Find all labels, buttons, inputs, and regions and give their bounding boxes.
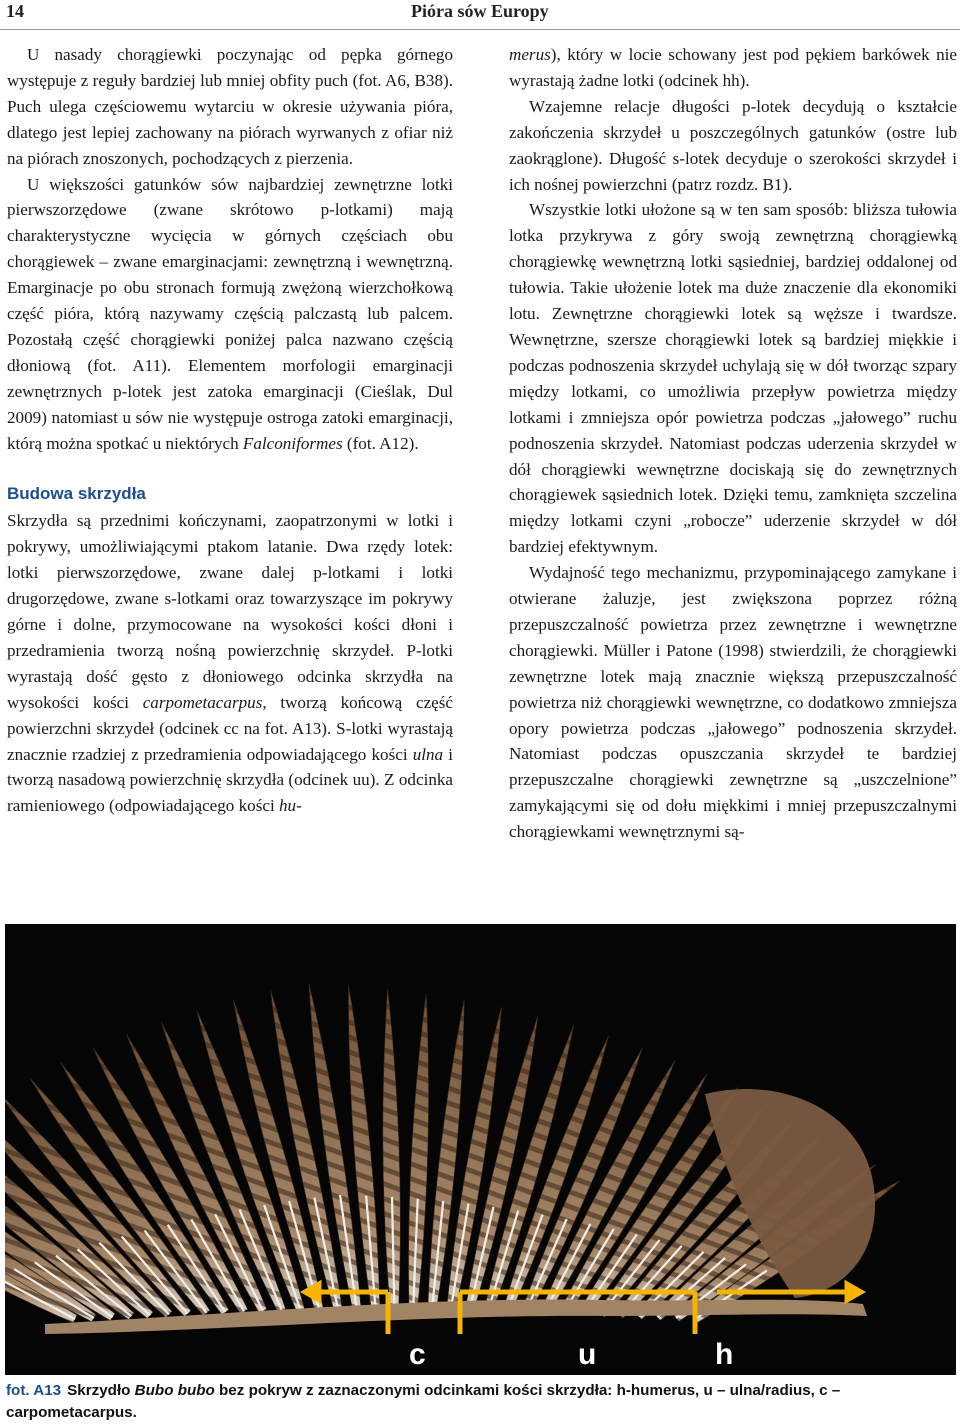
running-title: Pióra sów Europy [411,1,549,21]
wing-bone [45,1299,867,1334]
page-header [0,0,960,34]
paragraph: Wydajność tego mechanizmu, przypominającego zamykane i otwierane żaluzje, jest zwiększona poprzez różną przepuszczalność powietrza przez zewnętrzne i wewnętrzne chorągiewki. Müller i Patone (1998) stwierdzili, że chorągiewki zewnętrzne lotek mają znacznie większą przepuszczalność powietrza niż chorągiewki wewnętrzne, co dodatkowo zmniejsza opory powietrza podczas „jałowego” podnoszenia skrzydeł. Natomiast podczas opuszczania skrzydeł te bardziej przepuszczalne chorągiewki zewnętrzne są „uszczelnione” zamykającymi się od dołu miękkimi i mniej przepuszczalnymi chorągiewkami wewnętrznymi są- [509,563,957,842]
figure-caption: fot. A13 Skrzydło Bubo bubo bez pokryw z zaznaczonymi odcinkami kości skrzydła: h-humerus, u – ulna/radius, c – carpometacarpus. [6,1382,841,1421]
paragraph: Skrzydła są przednimi kończynami, zaopatrzonymi w lotki i pokrywy, umożliwiającymi ptakom latanie. Dwa rzędy lotek: lotki pierwszorzędowe, zwane dalej p-lotkami i lotki drugorzędowe, zwane s-lotkami oraz towarzyszące im pokrywy górne i dolne, przymocowane na wysokości kości dłoni i przedramienia tworzą nośną powierzchnię skrzydeł. P-lotki wyrastają dość gęsto z dłoniowego odcinka skrzydła na wysokości kości carpometacarpus, tworzą końcową część powierzchni skrzydeł (odcinek cc na fot. A13). S-lotki wyrastają znacznie rzadziej z przedramienia odpowiadającego kości ulna i tworzą nasadową powierzchnię skrzydła (odcinek uu). Z odcinka ramieniowego (odpowiadającego kości hu- [7,511,453,816]
wing-photo [5,924,956,1375]
paragraph: Wzajemne relacje długości p-lotek decydują o kształcie zakończenia skrzydeł u poszczególnych gatunków (ostre lub zaokrąglone). Długość s-lotek decyduje o szerokości skrzydeł i ich nośnej powierzchni (patrz rozdz. B1). [509,96,957,194]
paragraph: merus), który w locie schowany jest pod pękiem barkówek nie wyrastają żadne lotki (odcinek hh). [509,45,957,90]
paragraph: U większości gatunków sów najbardziej zewnętrzne lotki pierwszorzędowe (zwane skrótowo p-lotkami) mają charakterystyczne wycięcia w górnych częściach obu chorągiewek – zwane emarginacjami: zewnętrzną i wewnętrzną. Emarginacje po obu stronach formują zwężoną wierzchołkową część pióra, którą nazywamy częścią palczastą lub palcem. Pozostałą część chorągiewki poniżej palca nazwano częścią dłoniową (fot. A11). Elementem morfologii emarginacji zewnętrznych p-lotek jest zatoka emarginacji (Cieślak, Dul 2009) natomiast u sów nie występuje ostroga zatoki emarginacji, którą można spotkać u niektórych Falconiformes (fot. A12). [7,174,453,453]
section-heading: Budowa skrzydła [7,483,146,503]
header-rule [0,29,960,30]
paragraph: U nasady chorągiewki poczynając od pępka górnego występuje z reguły bardziej lub mniej obfity puch (fot. A6, B38). Puch ulega częściowemu wytarciu w okresie używania pióra, dlatego jest lepiej zachowany na piórach wyrwanych z ofiar niż na piórach znoszonych, pochodzących z pierzenia. [7,45,453,168]
caption-label: fot. A13 [6,1382,62,1399]
wing-illustration [5,924,956,1375]
right-column [509,42,957,845]
feather-bars [383,989,400,1309]
label-h: h [715,1338,734,1371]
left-column [7,42,453,819]
paragraph: Wszystkie lotki ułożone są w ten sam sposób: bliższa tułowia lotka przykrywa z góry swoją zewnętrzną chorągiewką chorągiewkę wewnętrzną lotki sąsiedniej, bardziej oddalonej od tułowia. Takie ułożenie lotek ma duże znaczenie dla ekonomiki lotu. Zewnętrzne chorągiewki lotek są węższe i twardsze. Wewnętrzne, szersze chorągiewki lotek są bardziej miękkie i podczas podnoszenia skrzydeł uchylają się w dół tworząc szpary między lotkami, co umożliwia przepływ powietrza między lotkami i zmniejsza opór powietrza podczas „jałowego” ruchu podnoszenia skrzydeł. Natomiast podczas uderzenia skrzydeł w dół chorągiewki wewnętrzne dociskają się do zewnętrznych chorągiewek sąsiednich lotek. Dzięki temu, zamknięta szczelina między lotkami czyni „robocze” uderzenie skrzydeł w dół bardziej efektywnym. [509,200,957,557]
label-u: u [578,1338,597,1371]
label-c: c [409,1338,426,1371]
page-number: 14 [6,1,24,21]
